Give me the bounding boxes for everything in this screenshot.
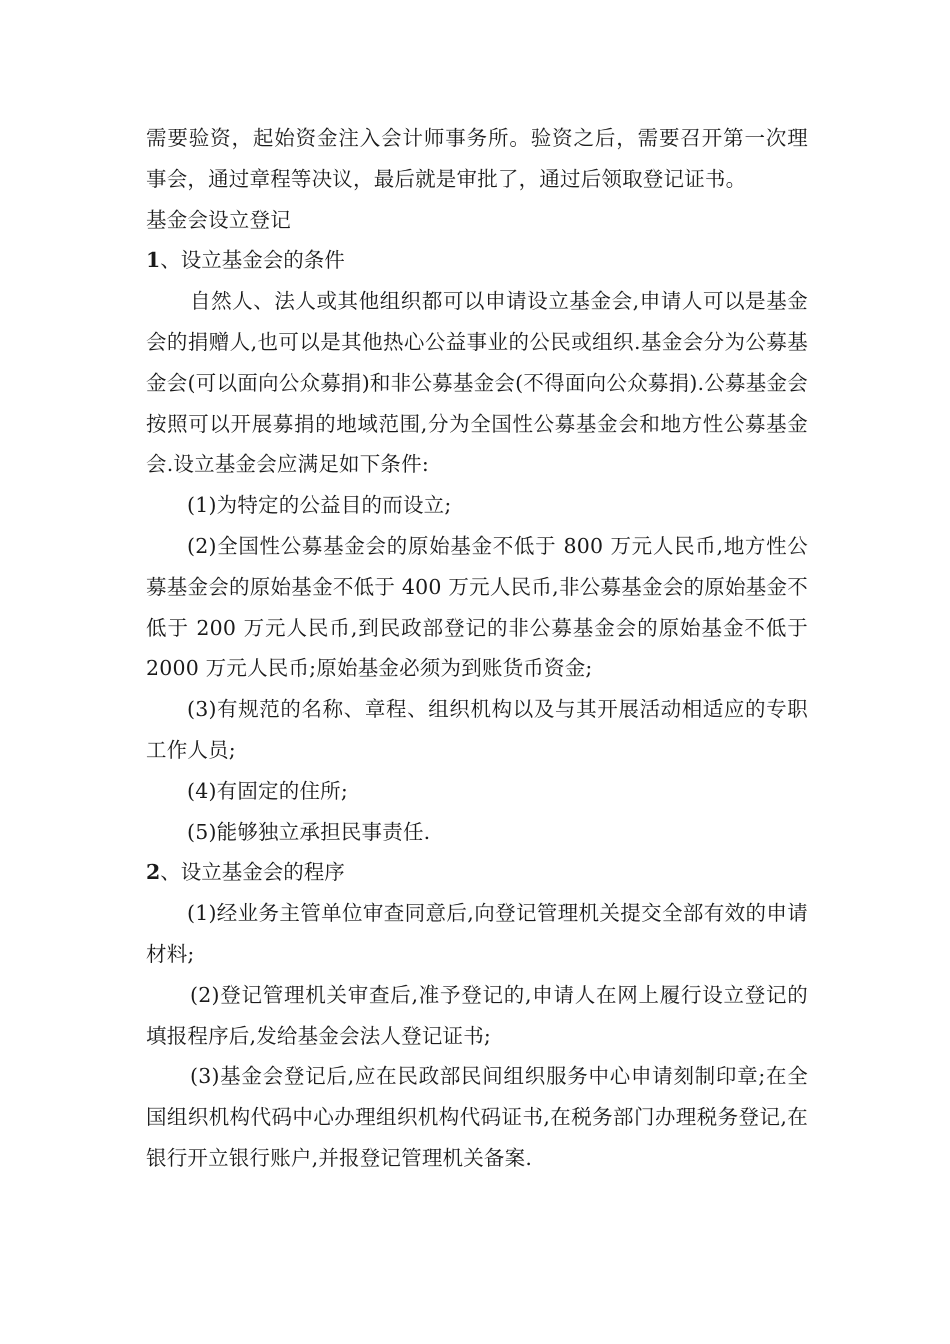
paragraph-intro: 需要验资，起始资金注入会计师事务所。验资之后，需要召开第一次理事会，通过章程等决议，最后就是审批了，通过后领取登记证书。 [146,126,808,191]
condition-item-4: (4)有固定的住所; [187,778,348,803]
document-body [146,118,808,1179]
condition-item-2: (2)全国性公募基金会的原始基金不低于 800 万元人民币,地方性公募基金会的原始基金不低于 400 万元人民币,非公募基金会的原始基金不低于 200 万元人民币,到民政部登记的非公募基金会的原始基金不低于 2000 万元人民币;原始基金必须为到账货币资金; [146,533,808,681]
heading-number: 1 [146,248,161,273]
heading-procedure [146,852,808,893]
condition-item-5: (5)能够独立承担民事责任. [187,819,431,844]
condition-item-3: (3)有规范的名称、章程、组织机构以及与其开展活动相适应的专职工作人员; [146,697,808,762]
section-title: 基金会设立登记 [146,207,291,232]
paragraph-conditions-intro: 自然人、法人或其他组织都可以申请设立基金会,申请人可以是基金会的捐赠人,也可以是其他热心公益事业的公民或组织.基金会分为公募基金会(可以面向公众募捐)和非公募基金会(不得面向公众募捐).公募基金会按照可以开展募捐的地域范围,分为全国性公募基金会和地方性公募基金会.设立基金会应满足如下条件: [146,289,808,477]
heading-number: 2 [146,860,161,885]
procedure-item-1: (1)经业务主管单位审查同意后,向登记管理机关提交全部有效的申请材料; [146,901,808,966]
heading-text: 、设立基金会的程序 [160,860,345,885]
heading-text: 、设立基金会的条件 [160,248,345,273]
procedure-item-2: (2)登记管理机关审查后,准予登记的,申请人在网上履行设立登记的填报程序后,发给基金会法人登记证书; [146,982,808,1048]
heading-conditions [146,240,808,281]
condition-item-1: (1)为特定的公益目的而设立; [187,493,452,518]
procedure-item-3: (3)基金会登记后,应在民政部民间组织服务中心申请刻制印章;在全国组织机构代码中心办理组织机构代码证书,在税务部门办理税务登记,在银行开立银行账户,并报登记管理机关备案. [146,1064,808,1170]
